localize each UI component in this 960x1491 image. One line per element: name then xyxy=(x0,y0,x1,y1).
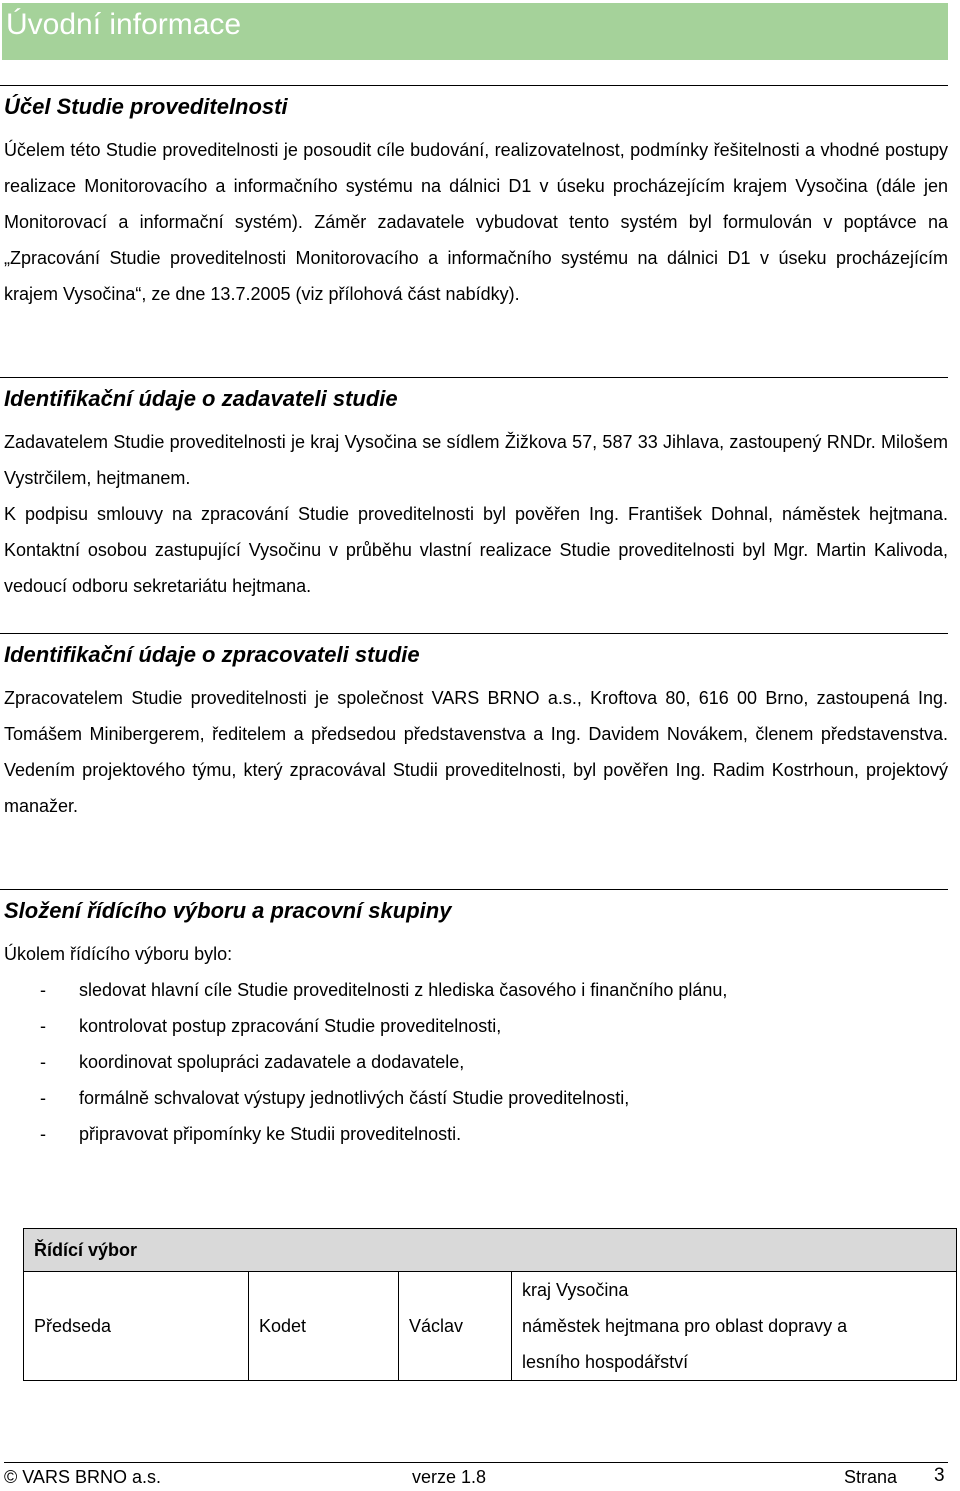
org-line: náměstek hejtmana pro oblast dopravy a xyxy=(522,1316,848,1336)
list-item-text: koordinovat spolupráci zadavatele a dodavatele, xyxy=(79,1052,465,1072)
section-heading: Účel Studie proveditelnosti xyxy=(4,94,288,119)
section-banner xyxy=(2,3,948,60)
paragraph: Zadavatelem Studie proveditelnosti je kraj Vysočina se sídlem Žižkova 57, 587 33 Jihlava, zastoupený RNDr. Milošem Vystrčilem, hejtmanem. xyxy=(4,432,948,488)
section-heading: Identifikační údaje o zpracovateli studie xyxy=(4,642,420,667)
section-heading: Identifikační údaje o zadavateli studie xyxy=(4,386,398,411)
list-item xyxy=(4,1080,948,1116)
footer-page-label: Strana xyxy=(844,1467,898,1487)
committee-table xyxy=(23,1228,957,1381)
page-footer xyxy=(4,1462,948,1491)
org-line: lesního hospodářství xyxy=(522,1352,689,1372)
section-divider xyxy=(0,85,948,86)
paragraph: K podpisu smlouvy na zpracování Studie proveditelnosti byl pověřen Ing. František Dohnal, náměstek hejtmana. Kontaktní osobou zastupující Vysočinu v průběhu vlastní realizace Studie proveditelnosti byl Mgr. Martin Kalivoda, vedoucí odboru sekretariátu hejtmana. xyxy=(4,504,948,596)
paragraph: Úkolem řídícího výboru bylo: xyxy=(4,944,233,964)
banner-title: Úvodní informace xyxy=(6,8,242,41)
footer-company: © VARS BRNO a.s. xyxy=(4,1467,161,1487)
section-purpose xyxy=(4,85,948,312)
list-dash: - xyxy=(40,1016,46,1036)
section-divider xyxy=(0,889,948,890)
org-line: kraj Vysočina xyxy=(522,1280,629,1300)
cell-organization xyxy=(512,1272,957,1381)
list-dash: - xyxy=(40,1124,46,1144)
section-client xyxy=(4,377,948,604)
list-item xyxy=(4,1008,948,1044)
section-contractor xyxy=(4,633,948,824)
table-row xyxy=(24,1272,957,1381)
task-list xyxy=(4,972,948,1152)
list-dash: - xyxy=(40,1052,46,1072)
list-item-text: formálně schvalovat výstupy jednotlivých částí Studie proveditelnosti, xyxy=(79,1088,630,1108)
section-divider xyxy=(0,633,948,634)
section-committee xyxy=(4,889,948,1152)
table-header-cell: Řídící výbor xyxy=(24,1229,957,1272)
list-dash: - xyxy=(40,1088,46,1108)
table-header-row xyxy=(24,1229,957,1272)
section-heading: Složení řídícího výboru a pracovní skupiny xyxy=(4,898,452,923)
paragraph: Zpracovatelem Studie proveditelnosti je společnost VARS BRNO a.s., Kroftova 80, 616 00 Brno, zastoupená Ing. Tomášem Minibergerem, ředitelem a předsedou představenstva a Ing. Davidem Novákem, členem představenstva. Vedením projektového týmu, který zpracovával Studii proveditelnosti, byl pověřen Ing. Radim Kostrhoun, projektový manažer. xyxy=(4,688,948,816)
cell-name: Václav xyxy=(399,1272,512,1381)
list-dash: - xyxy=(40,980,46,1000)
footer-version: verze 1.8 xyxy=(412,1467,487,1487)
list-item xyxy=(4,1044,948,1080)
list-item xyxy=(4,972,948,1008)
list-item-text: připravovat připomínky ke Studii proveditelnosti. xyxy=(79,1124,462,1144)
section-divider xyxy=(0,377,948,378)
list-item-text: kontrolovat postup zpracování Studie proveditelnosti, xyxy=(79,1016,502,1036)
cell-surname: Kodet xyxy=(249,1272,399,1381)
footer-page-number: 3 xyxy=(934,1465,945,1486)
cell-role: Předseda xyxy=(24,1272,249,1381)
list-item xyxy=(4,1116,948,1152)
list-item-text: sledovat hlavní cíle Studie proveditelnosti z hlediska časového i finančního plánu, xyxy=(79,980,728,1000)
paragraph: Účelem této Studie proveditelnosti je posoudit cíle budování, realizovatelnost, podmínky řešitelnosti a vhodné postupy realizace Monitorovacího a informačního systému na dálnici D1 v úseku procházejícím krajem Vysočina (dále jen Monitorovací a informační systém). Záměr zadavatele vybudovat tento systém byl formulován v poptávce na „Zpracování Studie proveditelnosti Monitorovacího a informačního systému na dálnici D1 v úseku procházejícím krajem Vysočina“, ze dne 13.7.2005 (viz přílohová část nabídky). xyxy=(4,140,948,304)
